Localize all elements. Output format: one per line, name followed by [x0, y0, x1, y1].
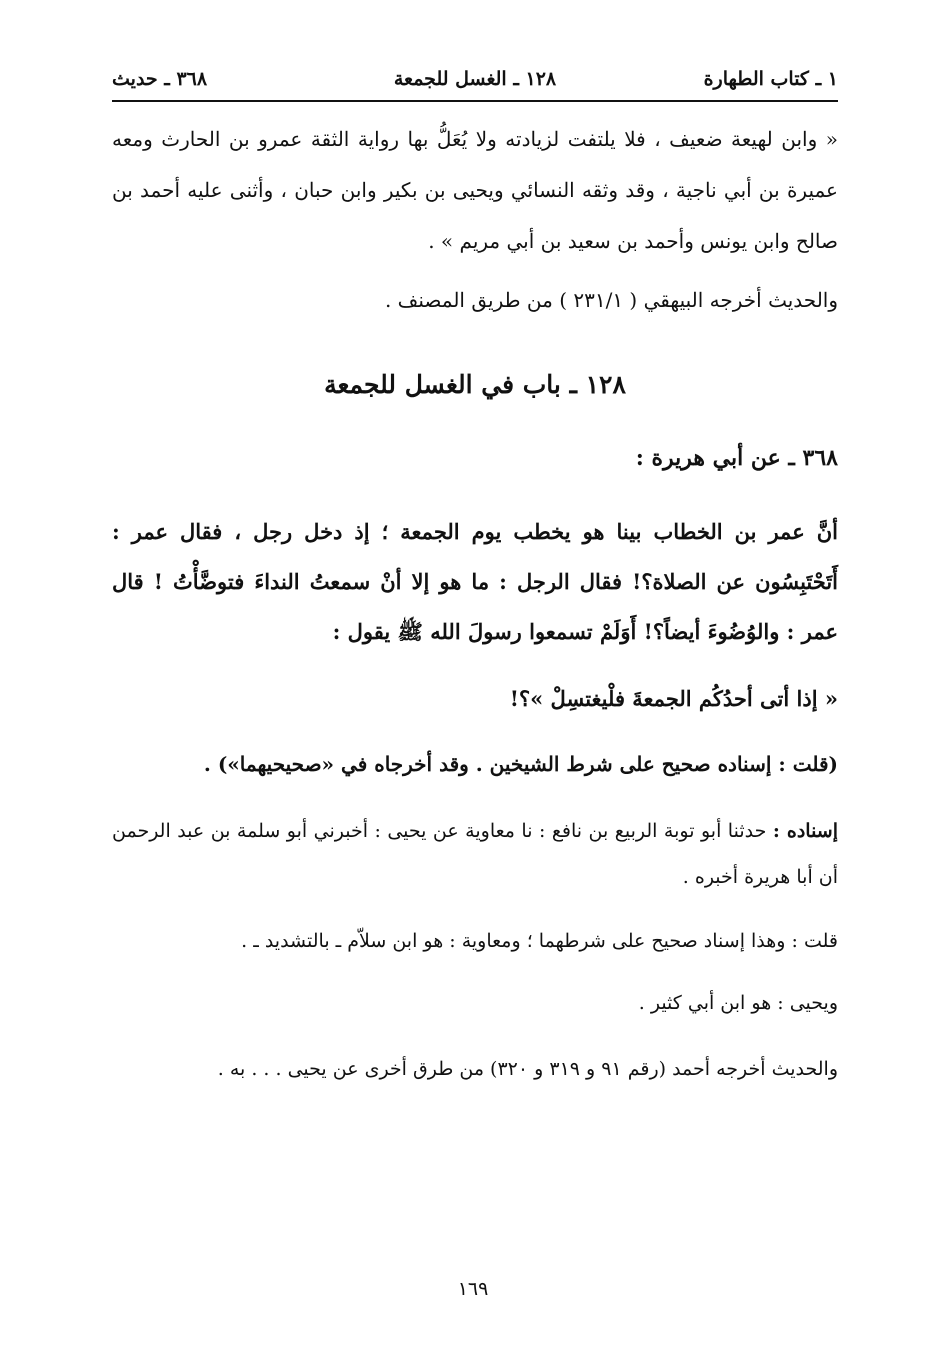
quoted-paragraph: « وابن لهيعة ضعيف ، فلا يلتفت لزيادته ولا يُعَلُّ بها رواية الثقة عمرو بن الحارث ومعه عميرة بن أبي ناجية ، وقد وثقه النسائي ويحيى بن بكير وابن حبان ، وأثنى عليه أحمد بن صالح وابن يونس وأحمد بن سعيد بن أبي مريم » .	[112, 127, 838, 253]
page-body	[112, 114, 838, 1092]
grading-note: (قلت : إسناده صحيح على شرط الشيخين . وقد أخرجاه في «صحيحيهما») .	[203, 752, 838, 776]
hadith-quote: « إذا أتى أحدُكُم الجمعةَ فلْيغتسِلْ »؟!	[509, 686, 838, 711]
isnad-label: إسناده :	[772, 820, 839, 842]
previous-takhrij: والحديث أخرجه البيهقي ( ٢٣١/١ ) من طريق المصنف .	[384, 288, 838, 312]
header-hadith-number: ٣٦٨ ـ حديث	[112, 68, 208, 90]
hadith-number-title: ٣٦٨ ـ عن أبي هريرة :	[635, 445, 838, 471]
header-book-title: ١ ـ كتاب الطهارة	[703, 68, 838, 90]
chapter-title: ١٢٨ ـ باب في الغسل للجمعة	[324, 370, 626, 399]
takhrij-paragraph: والحديث أخرجه أحمد (رقم ٩١ و ٣١٩ و ٣٢٠) من طرق أخرى عن يحيى . . . به .	[217, 1058, 838, 1080]
header-chapter-title: ١٢٨ ـ الغسل للجمعة	[393, 68, 557, 90]
header-rule	[112, 100, 838, 102]
isnad-paragraph	[112, 808, 838, 900]
running-header	[112, 62, 838, 98]
comment-paragraph-2: ويحيى : هو ابن أبي كثير .	[638, 992, 838, 1014]
isnad-text: حدثنا أبو توبة الربيع بن نافع : نا معاوية عن يحيى : أخبرني أبو سلمة بن عبد الرحمن أن أبا هريرة أخبره .	[112, 820, 838, 888]
hadith-text: أنَّ عمر بن الخطاب بينا هو يخطب يوم الجمعة ؛ إذ دخل رجل ، فقال عمر : أَتَحْتَبِسُون عن الصلاة؟! فقال الرجل : ما هو إلا أنْ سمعتُ النداءَ فتوضَّأْتُ ! قال عمر : والوُضُوءَ أيضاً؟! أَوَلَمْ تسمعوا رسولَ الله ﷺ يقول :	[112, 519, 838, 644]
page-number: ١٦٩	[457, 1278, 489, 1300]
comment-paragraph-1: قلت : وهذا إسناد صحيح على شرطهما ؛ ومعاوية : هو ابن سلاّم ـ بالتشديد ـ .	[241, 930, 838, 952]
